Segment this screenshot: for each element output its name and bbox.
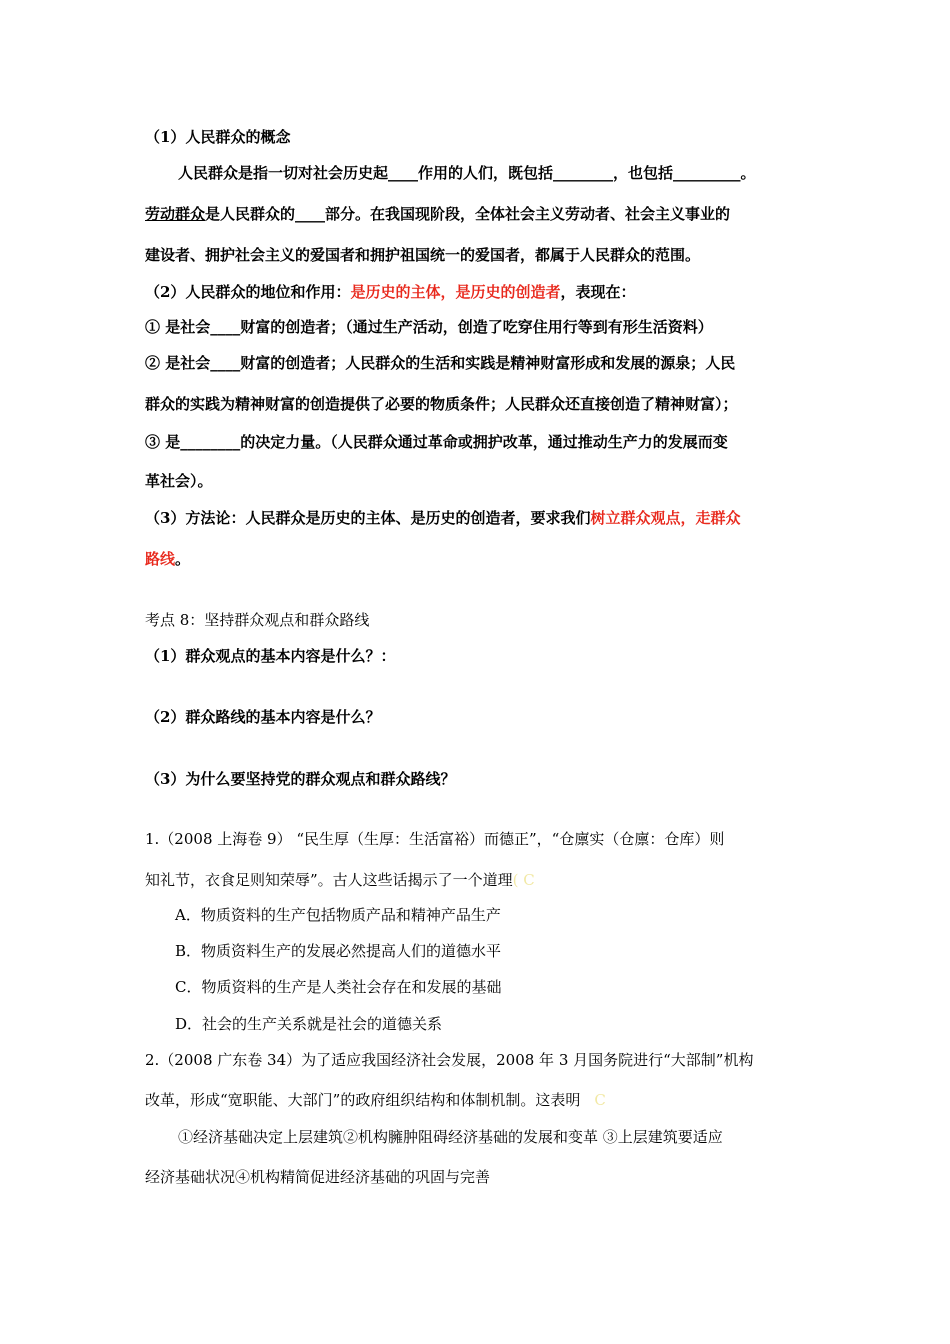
- blank: ____: [210, 318, 241, 336]
- question-1-option-b: B．物质资料生产的发展必然提高人们的道德水平: [175, 942, 502, 960]
- blank: ____: [388, 164, 419, 182]
- section-3-line-2: 路线。: [145, 550, 191, 568]
- blank: ________: [553, 164, 614, 182]
- section-2-item-3-cont: 革社会）。: [145, 472, 213, 490]
- kaodian-8-question-2: （2）群众路线的基本内容是什么？: [145, 708, 381, 726]
- question-1-stem-line-1: 1.（2008 上海卷 9） “民生厚（生厚：生活富裕）而德正”，“仓廪实（仓廪：仓库）则: [145, 830, 725, 848]
- answer-mark: C: [594, 1091, 606, 1109]
- answer-mark: ( C: [512, 871, 535, 889]
- highlight-text: 树立群众观点，走群众: [590, 509, 741, 527]
- underlined-term: 劳动群众: [145, 205, 206, 223]
- question-2-stem-line-1: 2.（2008 广东卷 34）为了适应我国经济社会发展，2008 年 3 月国务院进行“大部制”机构: [145, 1051, 754, 1069]
- question-2-stem-line-2: 改革，形成“宽职能、大部门”的政府组织结构和体制机制。这表明 C: [145, 1091, 606, 1109]
- highlight-text: 是历史的主体，是历史的创造者: [350, 283, 561, 301]
- kaodian-8-question-1: （1）群众观点的基本内容是什么？：: [145, 647, 396, 665]
- section-2-item-3: ③ 是________的决定力量。（人民群众通过革命或拥护改革，通过推动生产力的发展而变: [145, 433, 728, 451]
- question-2-statements-line-1: ①经济基础决定上层建筑②机构臃肿阻碍经济基础的发展和变革 ③上层建筑要适应: [178, 1128, 723, 1146]
- blank: ____: [210, 354, 241, 372]
- question-1-option-a: A．物质资料的生产包括物质产品和精神产品生产: [175, 906, 501, 924]
- blank: ________: [180, 433, 241, 451]
- section-1-heading: （1）人民群众的概念: [145, 128, 291, 146]
- section-2-item-1: ① 是社会____财富的创造者；（通过生产活动，创造了吃穿住用行等到有形生活资料）: [145, 318, 713, 336]
- highlight-text: 路线: [145, 550, 176, 568]
- kaodian-8-question-3: （3）为什么要坚持党的群众观点和群众路线？: [145, 770, 456, 788]
- section-2-item-2-cont: 群众的实践为精神财富的创造提供了必要的物质条件；人民群众还直接创造了精神财富）；: [145, 395, 738, 413]
- section-3-line-1: （3）方法论：人民群众是历史的主体、是历史的创造者，要求我们树立群众观点，走群众: [145, 509, 741, 527]
- section-1-line-3: 建设者、拥护社会主义的爱国者和拥护祖国统一的爱国者，都属于人民群众的范围。: [145, 246, 701, 264]
- kaodian-8-title: 考点 8：坚持群众观点和群众路线: [145, 611, 370, 629]
- question-1-option-d: D．社会的生产关系就是社会的道德关系: [175, 1015, 443, 1033]
- section-1-line-1: 人民群众是指一切对社会历史起____作用的人们，既包括________，也包括_________。: [178, 164, 756, 182]
- section-1-line-2: 劳动群众是人民群众的____部分。在我国现阶段，全体社会主义劳动者、社会主义事业的: [145, 205, 731, 223]
- blank: _________: [673, 164, 741, 182]
- question-1-stem-line-2: 知礼节，衣食足则知荣辱”。古人这些话揭示了一个道理( C: [145, 871, 535, 889]
- question-2-statements-line-2: 经济基础状况④机构精简促进经济基础的巩固与完善: [145, 1168, 491, 1186]
- question-1-option-c: C．物质资料的生产是人类社会存在和发展的基础: [175, 978, 502, 996]
- section-2-item-2: ② 是社会____财富的创造者；人民群众的生活和实践是精神财富形成和发展的源泉；人民: [145, 354, 736, 372]
- section-2-heading: （2）人民群众的地位和作用：是历史的主体，是历史的创造者，表现在：: [145, 283, 636, 301]
- blank: ____: [295, 205, 326, 223]
